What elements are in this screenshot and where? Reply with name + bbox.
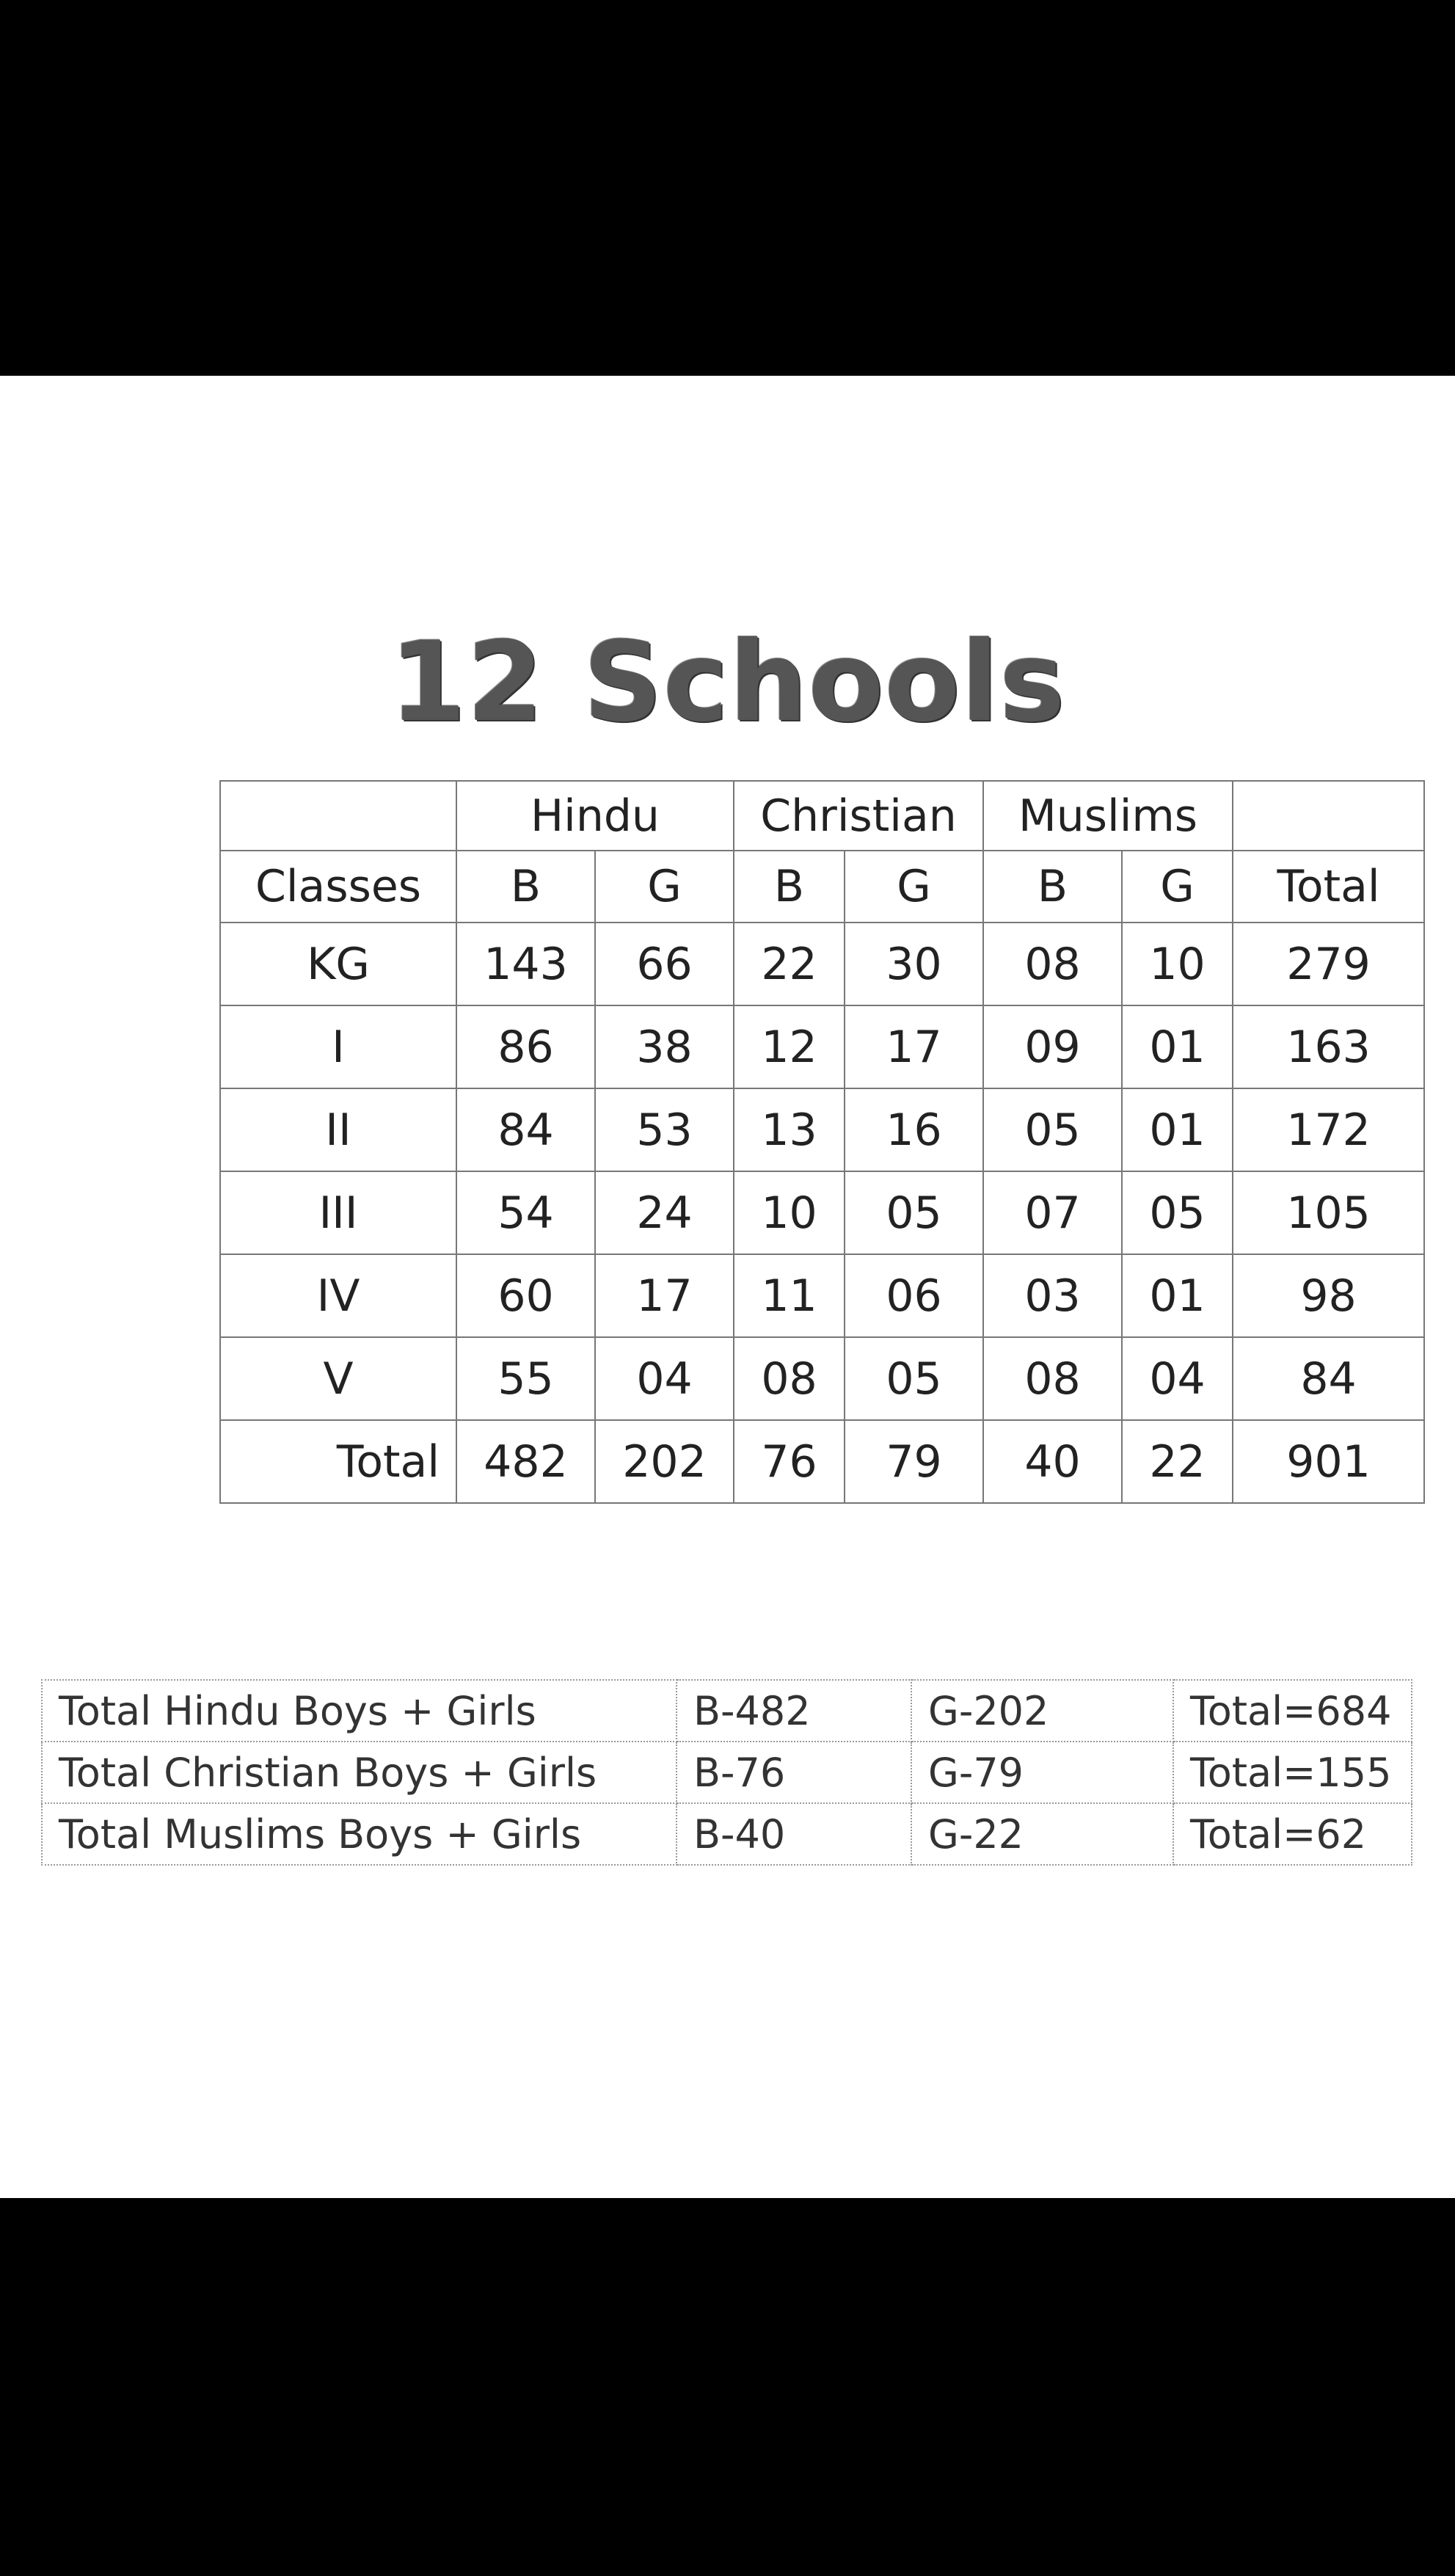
summary-total-cell: Total=684 [1173,1680,1412,1742]
class-label-cell: V [220,1337,456,1420]
summary-row [42,1803,1412,1865]
count-cell: 01 [1122,1254,1233,1337]
summary-girls-cell: G-22 [911,1803,1173,1865]
sub-header-row [220,851,1424,923]
class-label-cell: I [220,1005,456,1088]
count-cell: 05 [845,1337,983,1420]
summary-girls-cell: G-202 [911,1680,1173,1742]
count-cell: 17 [845,1005,983,1088]
count-cell: 22 [734,923,845,1005]
scan-border-bottom [0,2198,1455,2576]
count-cell: 86 [456,1005,595,1088]
scan-border-top [0,0,1455,376]
row-total-cell: 279 [1233,923,1424,1005]
count-cell: 12 [734,1005,845,1088]
class-label-cell: KG [220,923,456,1005]
table-row [220,1254,1424,1337]
count-cell: 54 [456,1171,595,1254]
count-cell: 03 [983,1254,1122,1337]
sub-header-cell: B [456,851,595,923]
count-cell: 09 [983,1005,1122,1088]
summary-total-cell: Total=62 [1173,1803,1412,1865]
sub-header-cell: G [845,851,983,923]
blank-header-cell [1233,781,1424,851]
row-total-cell: 105 [1233,1171,1424,1254]
count-cell: 76 [734,1420,845,1503]
summary-row [42,1680,1412,1742]
count-cell: 06 [845,1254,983,1337]
count-cell: 17 [595,1254,734,1337]
count-cell: 38 [595,1005,734,1088]
summary-table [41,1679,1412,1866]
count-cell: 01 [1122,1005,1233,1088]
count-cell: 143 [456,923,595,1005]
class-label-cell: Total [220,1420,456,1503]
count-cell: 482 [456,1420,595,1503]
row-total-cell: 172 [1233,1088,1424,1171]
summary-label-cell: Total Christian Boys + Girls [42,1742,677,1803]
row-total-cell: 98 [1233,1254,1424,1337]
class-label-cell: IV [220,1254,456,1337]
group-header-hindu: Hindu [456,781,734,851]
table-row [220,1420,1424,1503]
count-cell: 55 [456,1337,595,1420]
group-header-muslims: Muslims [983,781,1233,851]
count-cell: 53 [595,1088,734,1171]
count-cell: 08 [983,1337,1122,1420]
sub-header-cell: B [734,851,845,923]
sub-header-cell: G [595,851,734,923]
count-cell: 66 [595,923,734,1005]
summary-boys-cell: B-40 [677,1803,911,1865]
blank-header-cell [220,781,456,851]
count-cell: 202 [595,1420,734,1503]
count-cell: 84 [456,1088,595,1171]
count-cell: 07 [983,1171,1122,1254]
table-row [220,923,1424,1005]
count-cell: 04 [1122,1337,1233,1420]
count-cell: 40 [983,1420,1122,1503]
sub-header-cell: B [983,851,1122,923]
count-cell: 04 [595,1337,734,1420]
enrollment-table [219,780,1425,1504]
group-header-row [220,781,1424,851]
summary-label-cell: Total Muslims Boys + Girls [42,1803,677,1865]
count-cell: 16 [845,1088,983,1171]
table-row [220,1005,1424,1088]
table-row [220,1337,1424,1420]
total-header: Total [1233,851,1424,923]
page-title: 12 Schools [389,619,1066,746]
count-cell: 08 [983,923,1122,1005]
row-total-cell: 84 [1233,1337,1424,1420]
count-cell: 05 [845,1171,983,1254]
count-cell: 24 [595,1171,734,1254]
class-label-cell: III [220,1171,456,1254]
count-cell: 08 [734,1337,845,1420]
count-cell: 01 [1122,1088,1233,1171]
summary-girls-cell: G-79 [911,1742,1173,1803]
count-cell: 10 [734,1171,845,1254]
count-cell: 22 [1122,1420,1233,1503]
row-total-cell: 163 [1233,1005,1424,1088]
count-cell: 13 [734,1088,845,1171]
summary-boys-cell: B-76 [677,1742,911,1803]
count-cell: 11 [734,1254,845,1337]
summary-boys-cell: B-482 [677,1680,911,1742]
table-row [220,1171,1424,1254]
class-label-cell: II [220,1088,456,1171]
summary-row [42,1742,1412,1803]
count-cell: 79 [845,1420,983,1503]
classes-header: Classes [220,851,456,923]
summary-total-cell: Total=155 [1173,1742,1412,1803]
table-row [220,1088,1424,1171]
group-header-christian: Christian [734,781,983,851]
count-cell: 05 [1122,1171,1233,1254]
row-total-cell: 901 [1233,1420,1424,1503]
count-cell: 30 [845,923,983,1005]
count-cell: 05 [983,1088,1122,1171]
summary-label-cell: Total Hindu Boys + Girls [42,1680,677,1742]
scanned-page [0,376,1455,2198]
count-cell: 10 [1122,923,1233,1005]
sub-header-cell: G [1122,851,1233,923]
count-cell: 60 [456,1254,595,1337]
